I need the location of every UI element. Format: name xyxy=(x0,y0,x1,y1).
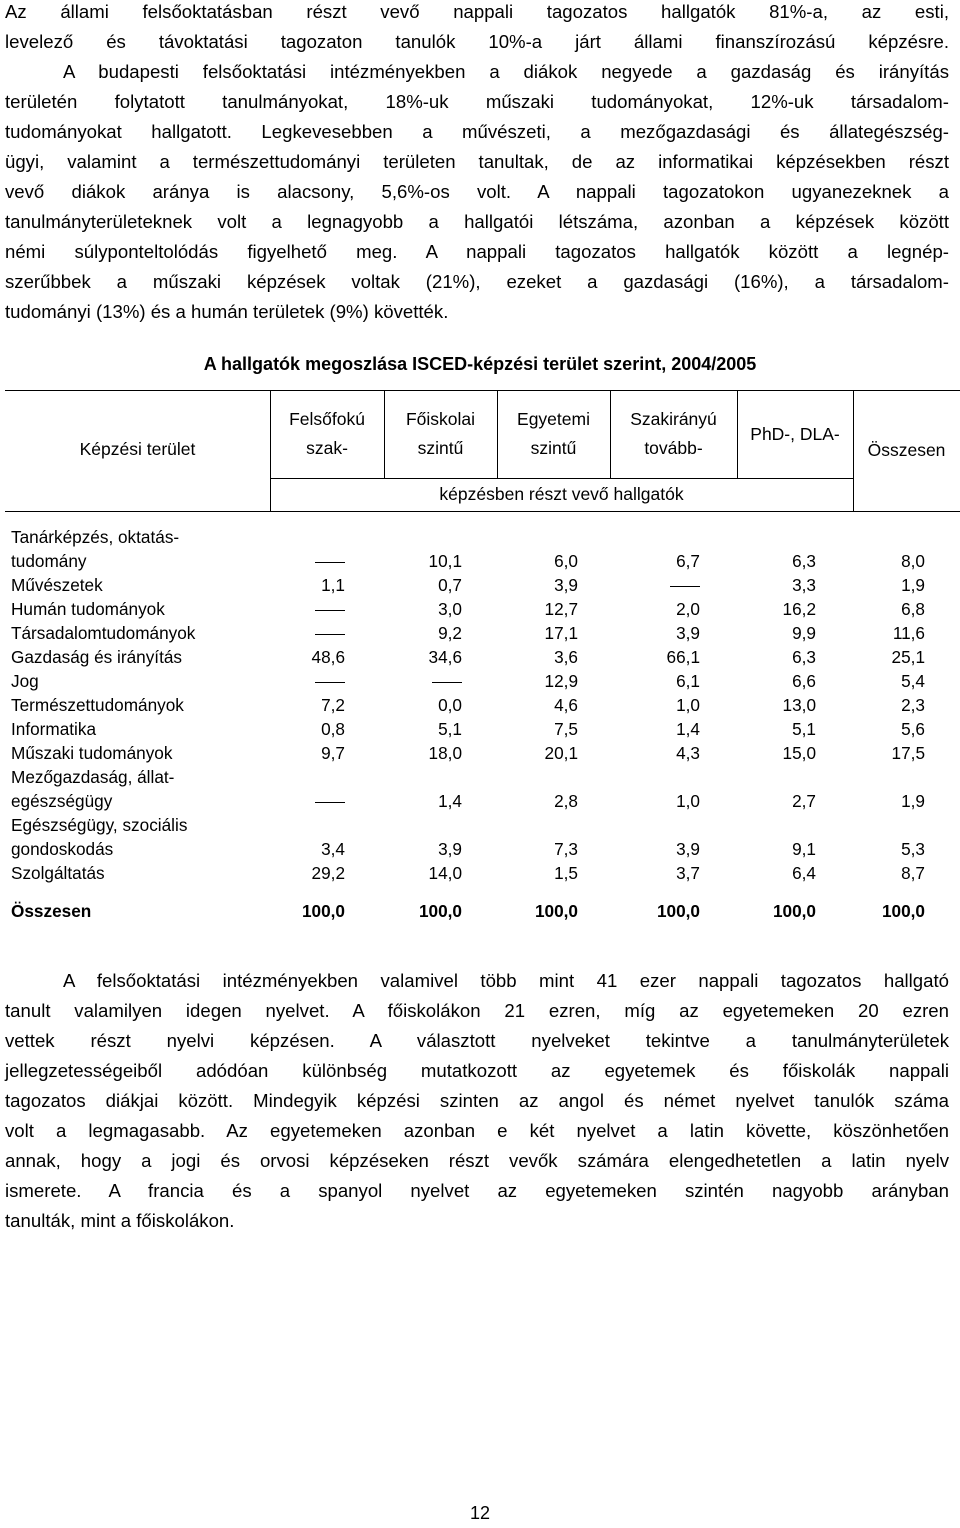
table-cell: 1,4 xyxy=(676,719,700,739)
table-cell: 48,6 xyxy=(311,647,345,667)
table-cell: 3,0 xyxy=(438,599,462,619)
table-cell: 5,1 xyxy=(438,719,462,739)
row-label: Társadalomtudományok xyxy=(11,623,196,643)
header-area: Képzési terület xyxy=(79,439,196,459)
table-cell xyxy=(372,669,462,693)
header-line: szintű xyxy=(530,438,577,458)
row-label: Műszaki tudományok xyxy=(11,743,173,763)
table-cell: 1,5 xyxy=(554,863,578,883)
text-line: tudományokat hallgatott. Legkevesebben a művészeti, a mezőgazdasági és állategészség- xyxy=(5,121,949,142)
header-col-foiskolai xyxy=(384,405,497,463)
table-cell: 9,1 xyxy=(792,839,816,859)
table-cell: 16,2 xyxy=(782,599,816,619)
header-line: Felsőfokú xyxy=(289,409,365,429)
table-cell: 18,0 xyxy=(428,743,462,763)
table-row xyxy=(0,741,960,765)
row-label: Egészségügy, szociális xyxy=(11,815,188,835)
header-line: szintű xyxy=(417,438,464,458)
table-cell: 66,1 xyxy=(666,647,700,667)
table-row xyxy=(0,597,960,621)
table-title: A hallgatók megoszlása ISCED-képzési terület szerint, 2004/2005 xyxy=(203,354,757,374)
text-line: Az állami felsőoktatásban részt vevő nappali tagozatos hallgatók 81%-a, az esti, xyxy=(5,1,949,22)
header-col-phd: PhD-, DLA- xyxy=(750,424,840,444)
table-cell: 9,2 xyxy=(438,623,462,643)
table-cell xyxy=(255,789,345,813)
table-cell: 29,2 xyxy=(311,863,345,883)
table-row xyxy=(0,573,960,597)
header-line: Főiskolai xyxy=(405,409,476,429)
text-line: levelező és távoktatási tagozaton tanulók 10%-a járt állami finanszírozású képzésre. xyxy=(5,31,949,52)
table-cell: 11,6 xyxy=(892,623,925,643)
header-col-szakiranyu xyxy=(610,405,737,463)
row-label: Mezőgazdaság, állat- xyxy=(11,767,175,787)
table-cell: 8,0 xyxy=(901,551,925,571)
dash-mark xyxy=(315,610,345,612)
table-row xyxy=(0,717,960,741)
table-cell xyxy=(255,621,345,645)
table-cell: 100,0 xyxy=(534,901,578,921)
text-line: némi súlyponteltolódás figyelhető meg. A nappali tagozatos hallgatók között a legnép- xyxy=(5,241,949,262)
row-label: Természettudományok xyxy=(11,695,184,715)
header-bottom-rule xyxy=(5,511,960,512)
table-row xyxy=(0,861,960,885)
table-row xyxy=(0,525,960,573)
table-cell: 7,5 xyxy=(554,719,578,739)
row-label: tudomány xyxy=(11,551,87,571)
text-line: területén folytatott tanulmányokat, 18%-uk műszaki tudományokat, 12%-uk társadalom- xyxy=(5,91,949,112)
text-line: tanulták, mint a főiskolákon. xyxy=(5,1210,235,1231)
text-line: tagozatos diákjai között. Mindegyik képzési szinten az angol és német nyelvet tanulók száma xyxy=(5,1090,949,1111)
table-row xyxy=(0,621,960,645)
table-cell: 8,7 xyxy=(901,863,925,883)
table-cell xyxy=(255,597,345,621)
table-cell: 13,0 xyxy=(782,695,816,715)
header-col-osszesen: Összesen xyxy=(867,440,946,460)
header-line: Egyetemi xyxy=(517,409,590,429)
row-label: Tanárképzés, oktatás- xyxy=(11,527,180,547)
table-cell: 100,0 xyxy=(418,901,462,921)
row-label: egészségügy xyxy=(11,791,113,811)
intro-paragraph xyxy=(5,0,949,327)
row-label: Művészetek xyxy=(11,575,103,595)
table-row xyxy=(0,813,960,861)
table-cell: 6,3 xyxy=(792,647,816,667)
table-cell: 0,7 xyxy=(438,575,462,595)
table-cell: 1,0 xyxy=(676,695,700,715)
table-cell: 25,1 xyxy=(891,647,925,667)
table-cell: 6,8 xyxy=(901,599,925,619)
dash-mark xyxy=(432,682,462,684)
table-cell: 3,9 xyxy=(554,575,578,595)
table-cell: 7,2 xyxy=(321,695,345,715)
table-cell: 6,3 xyxy=(792,551,816,571)
table-cell: 15,0 xyxy=(782,743,816,763)
table-cell: 1,9 xyxy=(901,791,925,811)
table-cell: 9,9 xyxy=(792,623,816,643)
table-cell: 3,7 xyxy=(676,863,700,883)
table-cell: 2,3 xyxy=(901,695,925,715)
text-line: jellegzetességeiből adódóan különbség mutatkozott az egyetemek és főiskolák nappali xyxy=(5,1060,949,1081)
text-line: A felsőoktatási intézményekben valamivel több mint 41 ezer nappali tagozatos hallgató xyxy=(63,970,949,991)
table-cell: 6,7 xyxy=(676,551,700,571)
table-cell: 1,4 xyxy=(438,791,462,811)
table-cell xyxy=(255,549,345,573)
table-cell: 12,7 xyxy=(544,599,578,619)
header-line: Szakirányú xyxy=(630,409,717,429)
text-line: tudományi (13%) és a humán területek (9%) követték. xyxy=(5,301,449,322)
text-line: ismerete. A francia és a spanyol nyelvet az egyetemeken szintén nagyobb arányban xyxy=(5,1180,949,1201)
text-line: A budapesti felsőoktatási intézményekben a diákok negyede a gazdaság és irányítás xyxy=(63,61,949,82)
total-row xyxy=(0,899,960,923)
table-cell: 7,3 xyxy=(554,839,578,859)
table-cell: 1,1 xyxy=(321,575,345,595)
dash-mark xyxy=(315,802,345,804)
header-line: szak- xyxy=(306,438,348,458)
table-cell: 6,0 xyxy=(554,551,578,571)
table-row xyxy=(0,693,960,717)
text-line: ügyi, valamint a természettudományi területen tanultak, de az informatikai képzésekben részt xyxy=(5,151,949,172)
table-cell: 3,6 xyxy=(554,647,578,667)
row-label: gondoskodás xyxy=(11,839,114,859)
table-cell: 12,9 xyxy=(544,671,578,691)
header-col-egyetemi xyxy=(497,405,610,463)
text-line: szerűbbek a műszaki képzések voltak (21%), ezeket a gazdasági (16%), a társadalom- xyxy=(5,271,949,292)
table-cell xyxy=(255,669,345,693)
text-line: tanult valamilyen idegen nyelvet. A főiskolákon 21 ezren, míg az egyetemeken 20 ezren xyxy=(5,1000,949,1021)
table-cell: 17,1 xyxy=(544,623,578,643)
table-cell: 100,0 xyxy=(772,901,816,921)
table-cell: 10,1 xyxy=(428,551,462,571)
table-row xyxy=(0,765,960,813)
header-line: tovább- xyxy=(644,438,703,458)
dash-mark xyxy=(315,634,345,636)
text-line: vettek részt nyelvi képzésen. A választott nyelveket tekintve a tanulmányterületek xyxy=(5,1030,949,1051)
row-label: Informatika xyxy=(11,719,97,739)
table-cell: 17,5 xyxy=(891,743,925,763)
row-label: Összesen xyxy=(11,901,92,921)
dash-mark xyxy=(670,586,700,588)
table-cell: 1,0 xyxy=(676,791,700,811)
text-line: volt a legmagasabb. Az egyetemeken azonban e két nyelvet a latin követte, köszönhetően xyxy=(5,1120,949,1141)
table-cell: 9,7 xyxy=(321,743,345,763)
table-cell: 0,0 xyxy=(438,695,462,715)
page-number: 12 xyxy=(469,1503,491,1523)
table-cell: 0,8 xyxy=(321,719,345,739)
table-cell: 6,4 xyxy=(792,863,816,883)
header-col-felsofoku xyxy=(270,405,384,463)
row-label: Gazdaság és irányítás xyxy=(11,647,183,667)
table-cell: 100,0 xyxy=(656,901,700,921)
table-cell: 5,4 xyxy=(901,671,925,691)
row-label: Humán tudományok xyxy=(11,599,165,619)
text-line: vevő diákok aránya is alacsony, 5,6%-os volt. A nappali tagozatokon ugyanezeknek a xyxy=(5,181,949,202)
table-cell: 2,8 xyxy=(554,791,578,811)
table-cell: 14,0 xyxy=(428,863,462,883)
table-cell: 4,3 xyxy=(676,743,700,763)
table-cell: 3,9 xyxy=(676,839,700,859)
table-cell: 5,1 xyxy=(792,719,816,739)
text-line: tanulmányterületeknek volt a legnagyobb a hallgatói létszáma, azonban a képzések között xyxy=(5,211,949,232)
table-cell: 6,6 xyxy=(792,671,816,691)
table-cell: 2,0 xyxy=(676,599,700,619)
table-row xyxy=(0,645,960,669)
text-line: annak, hogy a jogi és orvosi képzéseken részt vevők számára elengedhetetlen a latin nyelv xyxy=(5,1150,949,1171)
dash-mark xyxy=(315,682,345,684)
table-cell: 2,7 xyxy=(792,791,816,811)
dash-mark xyxy=(315,562,345,564)
table-cell: 4,6 xyxy=(554,695,578,715)
outro-paragraph xyxy=(5,966,949,1236)
table-cell xyxy=(610,573,700,597)
table-cell: 3,9 xyxy=(676,623,700,643)
table-cell: 3,3 xyxy=(792,575,816,595)
table-cell: 6,1 xyxy=(676,671,700,691)
table-cell: 3,4 xyxy=(321,839,345,859)
table-cell: 3,9 xyxy=(438,839,462,859)
table-cell: 100,0 xyxy=(301,901,345,921)
table-cell: 100,0 xyxy=(881,901,925,921)
table-cell: 5,3 xyxy=(901,839,925,859)
table-top-rule xyxy=(5,390,960,391)
table-cell: 5,6 xyxy=(901,719,925,739)
table-cell: 20,1 xyxy=(544,743,578,763)
table-cell: 34,6 xyxy=(428,647,462,667)
table-row xyxy=(0,669,960,693)
row-label: Jog xyxy=(11,671,39,691)
row-label: Szolgáltatás xyxy=(11,863,105,883)
table-cell: 1,9 xyxy=(901,575,925,595)
header-subheader: képzésben részt vevő hallgatók xyxy=(439,484,684,504)
